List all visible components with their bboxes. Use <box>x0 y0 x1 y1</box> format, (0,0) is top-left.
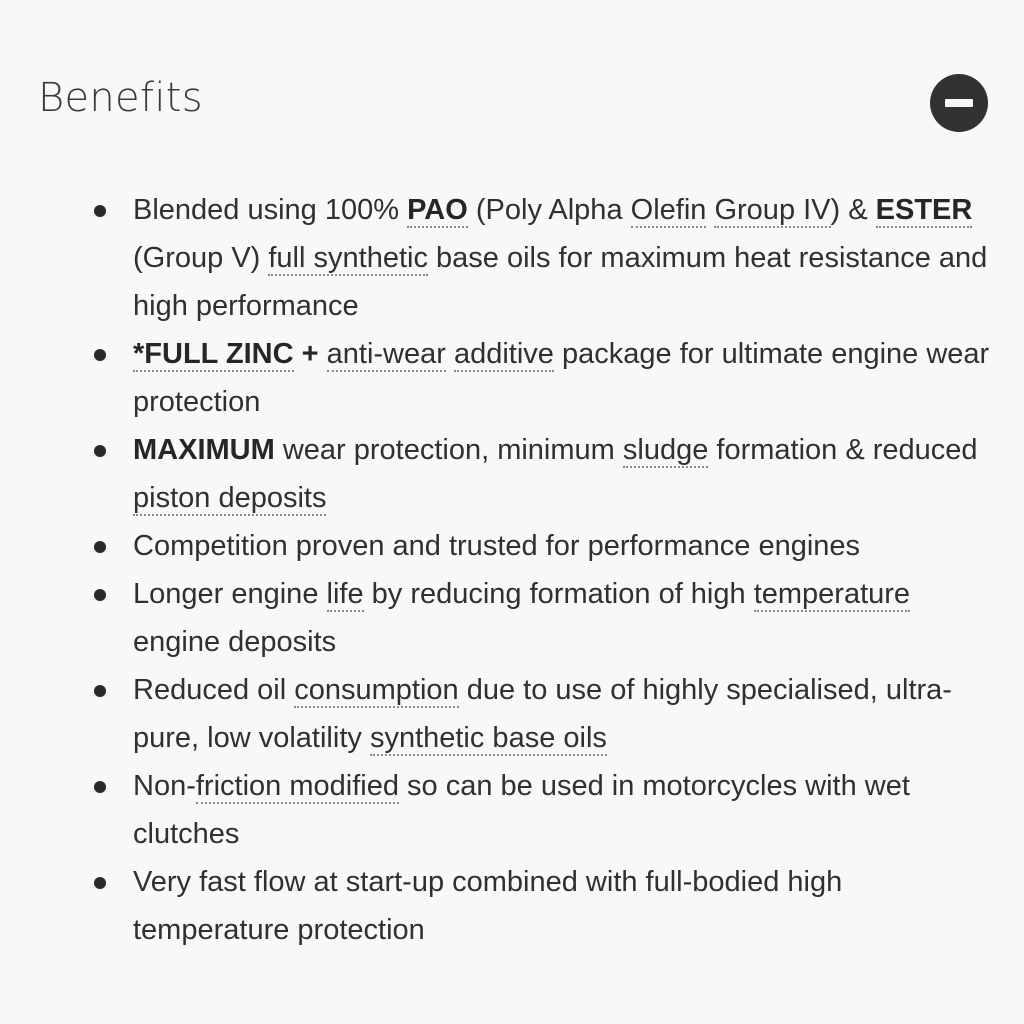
benefit-text: wear protection, minimum <box>274 434 623 466</box>
term-group-iv[interactable]: Group IV <box>714 194 831 226</box>
benefit-item-6 <box>90 666 990 762</box>
section-header <box>38 72 990 128</box>
term-anti-wear[interactable]: anti-wear <box>326 338 446 370</box>
benefit-text: Competition proven and trusted for performance engines <box>133 530 861 562</box>
benefit-item-5 <box>90 570 990 666</box>
benefit-item-4 <box>90 522 990 570</box>
benefit-text: (Group V) <box>133 242 269 274</box>
term-consumption[interactable]: consumption <box>294 674 459 706</box>
term-piston-deposits[interactable]: piston deposits <box>133 482 327 514</box>
benefit-text: Longer engine <box>133 578 327 610</box>
benefit-text: engine deposits <box>133 626 337 658</box>
minus-circle-icon <box>945 99 973 107</box>
section-title: Benefits <box>38 75 203 121</box>
benefit-text: ) & <box>830 194 876 226</box>
term-olefin[interactable]: Olefin <box>630 194 707 226</box>
benefit-text: Very fast flow at start-up combined with full-bodied high temperature protection <box>133 866 843 946</box>
benefit-text: package for ultimate engine wear protection <box>133 338 990 418</box>
term-friction-modified[interactable]: friction modified <box>195 770 399 802</box>
benefit-text: so can be used in motorcycles with wet clutches <box>133 770 910 850</box>
benefit-item-1 <box>90 186 990 330</box>
benefit-text: by reducing formation of high <box>363 578 754 610</box>
collapse-button[interactable] <box>930 74 988 132</box>
term-life[interactable]: life <box>326 578 364 610</box>
benefit-text: + <box>293 338 327 370</box>
benefit-text: base oils for maximum heat resistance and high performance <box>133 242 988 322</box>
benefit-text: (Poly Alpha <box>467 194 631 226</box>
term-pao[interactable]: PAO <box>407 194 468 226</box>
benefit-text: Reduced oil <box>133 674 295 706</box>
emphasis-maximum: MAXIMUM <box>133 434 275 466</box>
benefit-text: Non- <box>133 770 196 802</box>
benefit-text: formation & reduced <box>708 434 978 466</box>
term-ester[interactable]: ESTER <box>875 194 973 226</box>
benefit-text: Blended using 100% <box>133 194 408 226</box>
benefit-text: due to use of highly specialised, ultra-pure, low volatility <box>133 674 952 754</box>
term-additive[interactable]: additive <box>453 338 554 370</box>
benefit-item-2 <box>90 330 990 426</box>
term-temperature[interactable]: temperature <box>753 578 911 610</box>
benefits-list <box>90 186 990 954</box>
term-full-synthetic[interactable]: full synthetic <box>268 242 428 274</box>
benefit-item-8 <box>90 858 990 954</box>
benefit-item-3 <box>90 426 990 522</box>
term-full-zinc[interactable]: *FULL ZINC <box>133 338 294 370</box>
benefit-item-7 <box>90 762 990 858</box>
term-synthetic-base-oils[interactable]: synthetic base oils <box>369 722 607 754</box>
term-sludge[interactable]: sludge <box>622 434 709 466</box>
benefit-text <box>446 338 454 370</box>
